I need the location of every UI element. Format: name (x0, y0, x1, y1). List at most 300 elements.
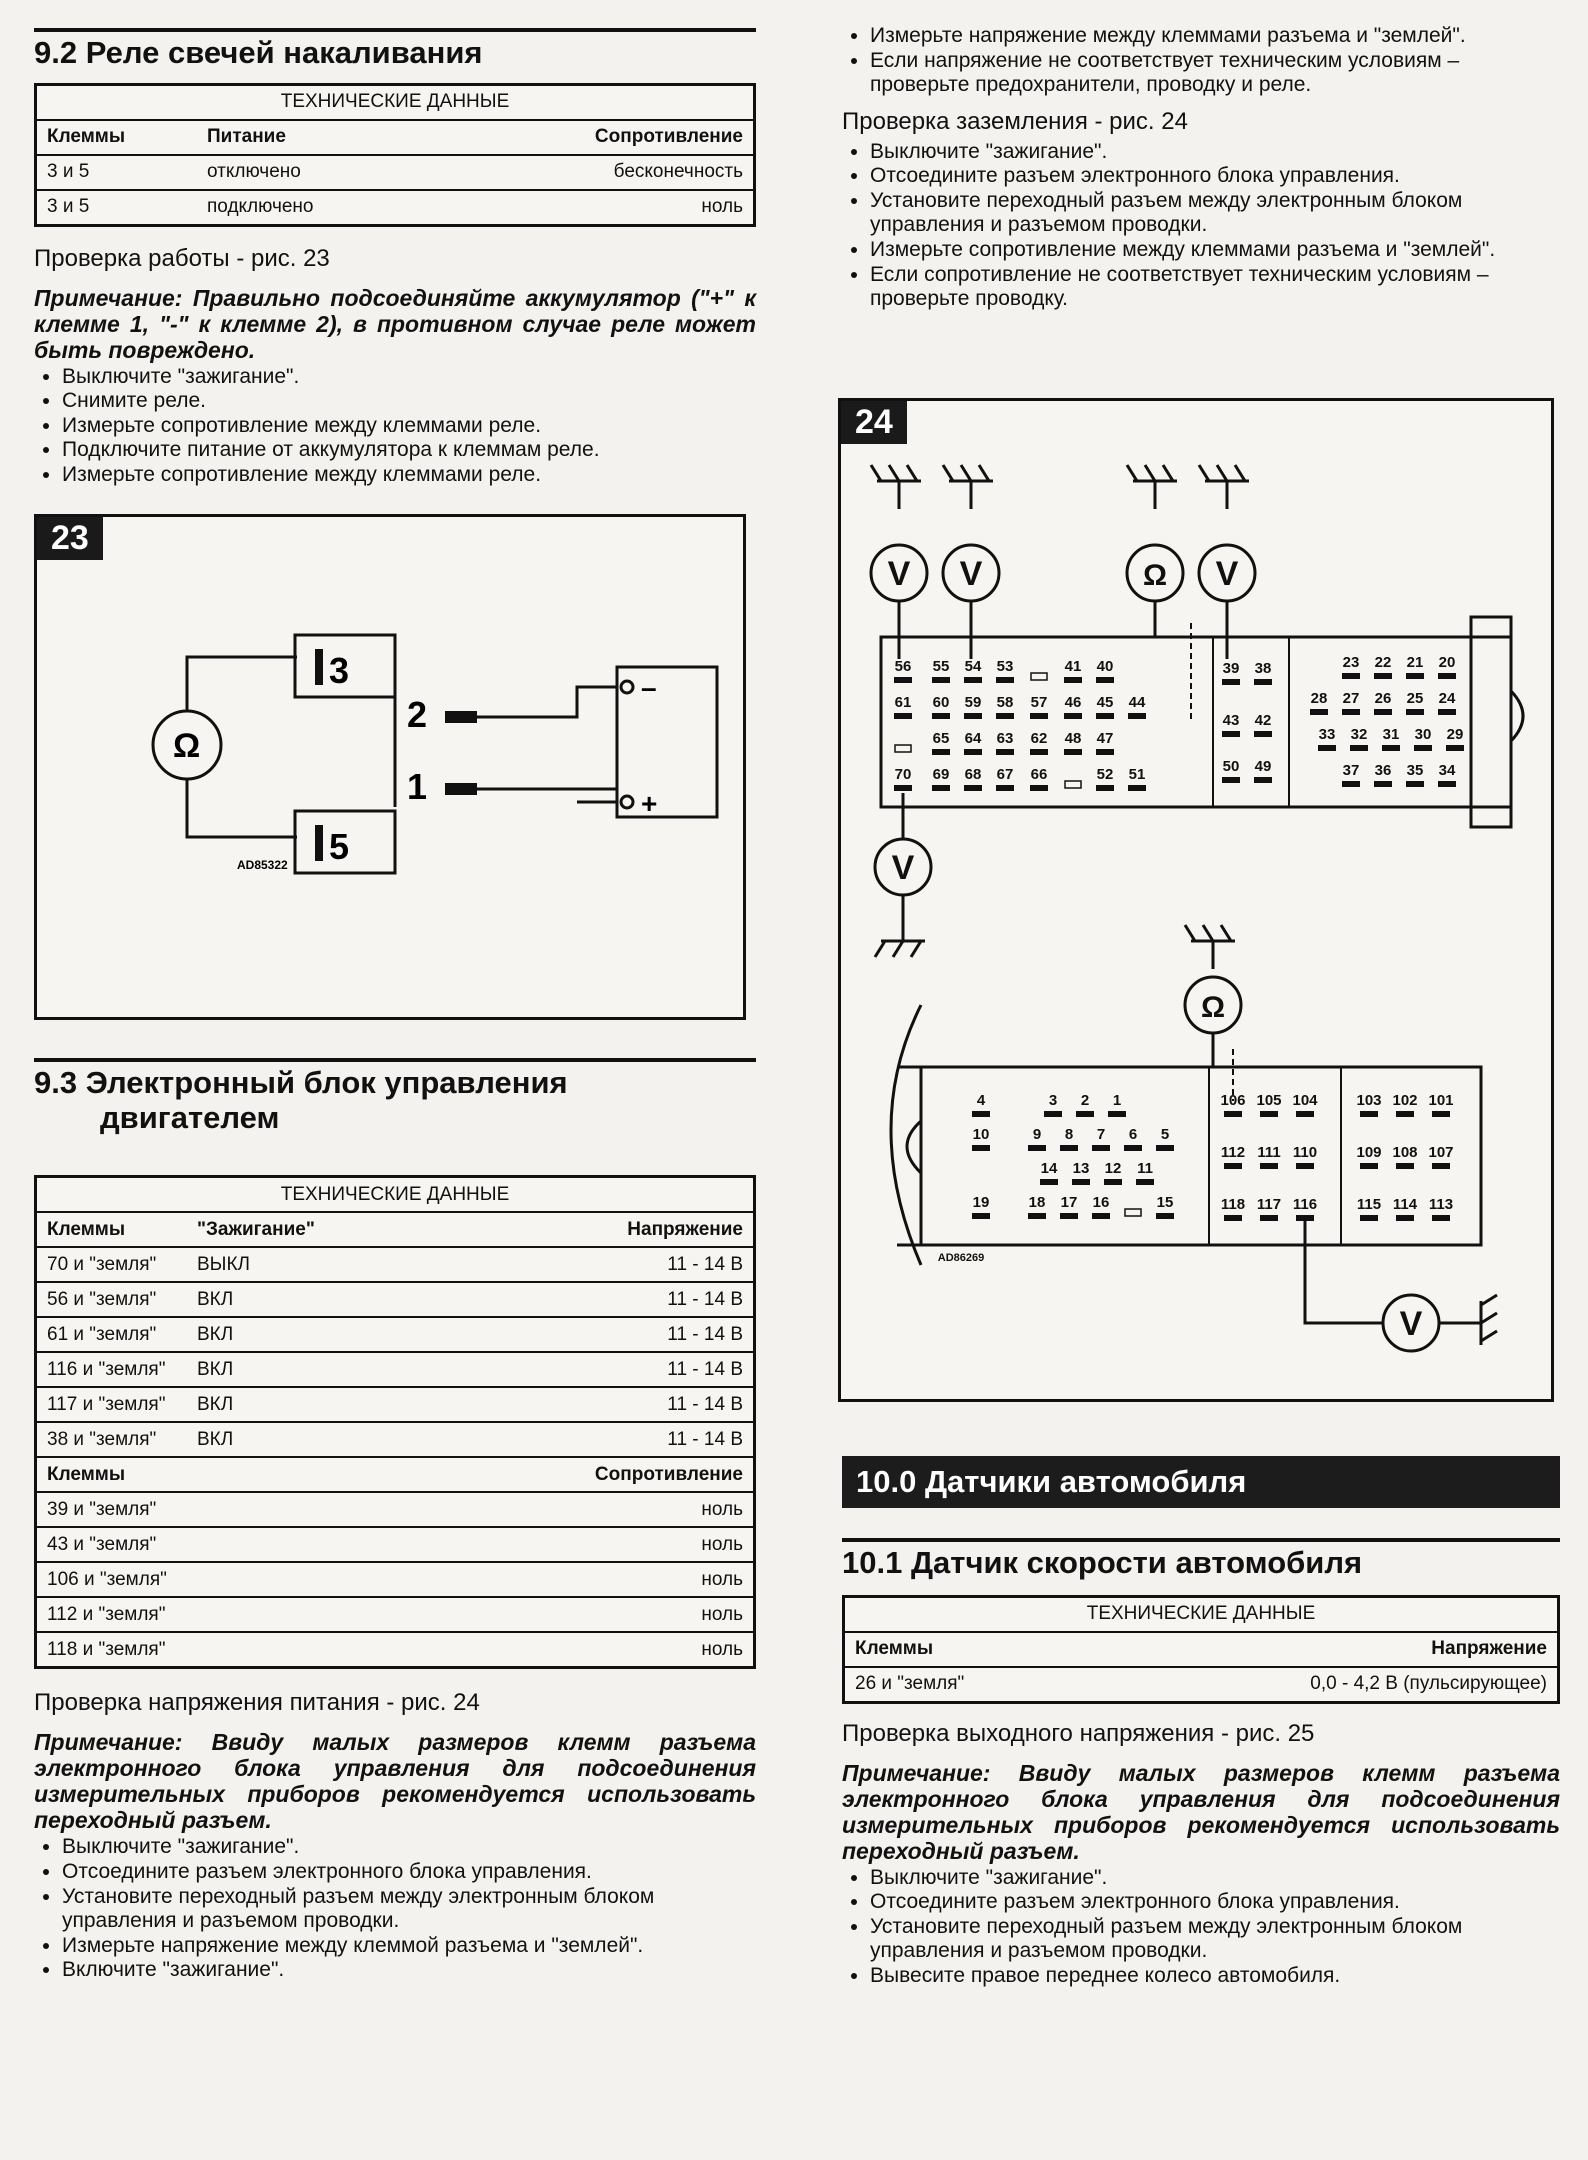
cell: 0,0 - 4,2 В (пульсирующее) (1084, 1667, 1559, 1703)
pin-mark (1406, 709, 1424, 715)
title-line: 9.3 Электронный блок управления (34, 1065, 568, 1100)
pin-mark (972, 1145, 990, 1151)
pin-number: 13 (1072, 1160, 1090, 1177)
plus-label: + (641, 788, 658, 819)
pin-mark (1222, 731, 1240, 737)
pin-mark (1414, 745, 1432, 751)
pin-5-label: 5 (329, 826, 350, 867)
cell: бесконечность (435, 155, 754, 190)
table-row (36, 1422, 755, 1457)
empty-pin (895, 745, 911, 752)
ground-hatch (907, 465, 917, 481)
list-item: • Подключите питание от аккумулятора к клеммам реле. (62, 438, 756, 463)
cell: ВКЛ (187, 1317, 441, 1352)
note: Примечание: Ввиду малых размеров клемм разъема электронного блока управления для подсоединения измерительных приборов рекомендуется использовать переходный разъем. (34, 1729, 756, 1834)
pin-number: 59 (964, 694, 982, 711)
table-row (36, 155, 755, 190)
pin-number: 62 (1030, 730, 1048, 747)
pin-number: 22 (1374, 654, 1392, 671)
pin-number: 54 (964, 658, 982, 675)
pin-mark (1044, 1111, 1062, 1117)
ground-hatch (979, 465, 989, 481)
ground-hatch (1481, 1295, 1497, 1305)
ground-hatch (1481, 1313, 1497, 1323)
pin-number: 48 (1064, 730, 1082, 747)
pin-number: 112 (1220, 1144, 1246, 1161)
pin-number: 113 (1428, 1196, 1454, 1213)
pin-number: 26 (1374, 690, 1392, 707)
pin-number: 23 (1342, 654, 1360, 671)
pin-number: 9 (1032, 1126, 1042, 1143)
pin-mark (1296, 1163, 1314, 1169)
voltmeter-icon-symbol: V (887, 555, 911, 593)
pin-mark (1374, 781, 1392, 787)
ground-hatch (1145, 465, 1155, 481)
pin-number: 68 (964, 766, 982, 783)
col-header: Клеммы (36, 1212, 188, 1247)
pin-mark (1432, 1111, 1450, 1117)
pin-mark (1438, 673, 1456, 679)
pin-number: 45 (1096, 694, 1114, 711)
check-title: Проверка напряжения питания - рис. 24 (34, 1689, 480, 1717)
pin-number: 36 (1374, 762, 1392, 779)
pin-number: 11 (1137, 1160, 1153, 1177)
list-item: • Выключите "зажигание". (870, 140, 1560, 165)
cell: 11 - 14 В (441, 1317, 754, 1352)
steps-list (842, 1866, 1560, 1989)
pin-mark (1064, 749, 1082, 755)
pin-mark (1406, 673, 1424, 679)
pin-number: 37 (1342, 762, 1360, 779)
cell: ноль (441, 1527, 754, 1562)
ground-hatch (1163, 465, 1173, 481)
pin-number: 60 (932, 694, 950, 711)
ground-hatch (1481, 1331, 1497, 1341)
table-row (36, 1247, 755, 1282)
ground-hatch (1203, 925, 1213, 941)
cell: 11 - 14 В (441, 1387, 754, 1422)
list-item: • Отсоедините разъем электронного блока управления. (870, 1890, 1560, 1915)
cell: ноль (441, 1562, 754, 1597)
left-column (34, 0, 756, 487)
pin-mark (1092, 1213, 1110, 1219)
list-item: • Отсоедините разъем электронного блока управления. (870, 164, 1560, 189)
cell: 39 и "земля" (36, 1492, 442, 1527)
pin-mark (1396, 1215, 1414, 1221)
pin-number: 53 (996, 658, 1014, 675)
pin-number: 14 (1040, 1160, 1058, 1177)
pin-number: 39 (1222, 660, 1240, 677)
pin-mark (1030, 749, 1048, 755)
pin-mark (1224, 1163, 1242, 1169)
pin-mark (932, 677, 950, 683)
pin-number: 66 (1030, 766, 1048, 783)
connector-latch (1471, 617, 1511, 827)
section-title-9-2: 9.2 Реле свечей накаливания (34, 35, 483, 70)
pin-mark (1028, 1213, 1046, 1219)
ecu-connector-diagram (841, 401, 1551, 1399)
pin-mark (1318, 745, 1336, 751)
pin-mark (894, 713, 912, 719)
list-item: • Выключите "зажигание". (62, 365, 756, 390)
table-row (36, 1632, 755, 1668)
table-caption: ТЕХНИЧЕСКИЕ ДАННЫЕ (1086, 1603, 1316, 1625)
pin-mark (1108, 1111, 1126, 1117)
pin-1-label: 1 (407, 766, 428, 807)
pin-mark (1260, 1163, 1278, 1169)
pin-number: 63 (996, 730, 1014, 747)
pin-mark (1254, 777, 1272, 783)
cell: 11 - 14 В (441, 1352, 754, 1387)
section-rule (842, 1538, 1560, 1542)
ground-hatch (943, 465, 953, 481)
ohmmeter-icon-symbol: Ω (1142, 559, 1168, 592)
col-header: Сопротивление (441, 1457, 754, 1492)
pin-mark (1030, 785, 1048, 791)
section-banner: 10.0 Датчики автомобиля (842, 1456, 1560, 1508)
pin-mark (1076, 1111, 1094, 1117)
table-row (36, 1527, 755, 1562)
pin-number: 31 (1382, 726, 1400, 743)
table-row (36, 1387, 755, 1422)
pin-mark (1064, 713, 1082, 719)
pin-number: 52 (1096, 766, 1114, 783)
pin-2-label: 2 (407, 694, 428, 735)
figure-number: 23 (37, 517, 103, 560)
pin-mark (1104, 1179, 1122, 1185)
cell: 38 и "земля" (36, 1422, 188, 1457)
col-header: Напряжение (441, 1212, 754, 1247)
ground-hatch (1185, 925, 1195, 941)
cell: подключено (197, 190, 435, 226)
list-item: • Измерьте сопротивление между клеммами реле. (62, 414, 756, 439)
cell: 43 и "земля" (36, 1527, 442, 1562)
pin-mark (1342, 709, 1360, 715)
cell: 61 и "земля" (36, 1317, 188, 1352)
pin-mark (1342, 673, 1360, 679)
pin-mark (1360, 1111, 1378, 1117)
pin-mark (1254, 731, 1272, 737)
cell: ноль (441, 1597, 754, 1632)
voltmeter-icon-symbol: V (959, 555, 983, 593)
pin-number: 24 (1438, 690, 1456, 707)
ground-hatch (893, 941, 903, 957)
table-row (844, 1667, 1559, 1703)
pin-mark (1222, 679, 1240, 685)
cell: 118 и "земля" (36, 1632, 442, 1668)
pin-mark (1342, 781, 1360, 787)
pin-mark (964, 713, 982, 719)
pin-number: 10 (972, 1126, 990, 1143)
table-caption: ТЕХНИЧЕСКИЕ ДАННЫЕ (280, 91, 510, 113)
pin-number: 4 (976, 1092, 986, 1109)
pin-number: 43 (1222, 712, 1240, 729)
list-item: • Снимите реле. (62, 389, 756, 414)
pin-number: 58 (996, 694, 1014, 711)
section-9-3 (34, 1058, 756, 1983)
pin-number: 21 (1406, 654, 1424, 671)
ground-hatch (1217, 465, 1227, 481)
pin-number: 115 (1356, 1196, 1382, 1213)
table-row (36, 1492, 755, 1527)
pin-number: 57 (1030, 694, 1048, 711)
pin-mark (1072, 1179, 1090, 1185)
pin-mark (1096, 713, 1114, 719)
ground-hatch (911, 941, 921, 957)
connector-clip (1511, 691, 1523, 741)
cell: ВКЛ (187, 1422, 441, 1457)
pin-number: 27 (1342, 690, 1360, 707)
col-header: "Зажигание" (187, 1212, 441, 1247)
pin-mark (996, 749, 1014, 755)
pin-mark (932, 785, 950, 791)
pin-number: 51 (1128, 766, 1146, 783)
ground-hatch (961, 465, 971, 481)
pin-mark (1128, 713, 1146, 719)
pin-number: 44 (1128, 694, 1146, 711)
cell: 106 и "земля" (36, 1562, 442, 1597)
cell: ноль (435, 190, 754, 226)
pin-mark (894, 785, 912, 791)
list-item: • Измерьте напряжение между клеммой разъема и "землей". (62, 1934, 756, 1959)
figure-code: AD86269 (937, 1252, 985, 1264)
ground-check-title: Проверка заземления - рис. 24 (842, 107, 1188, 135)
pin-number: 110 (1292, 1144, 1318, 1161)
pin-number: 111 (1257, 1144, 1281, 1161)
connector-housing (891, 1005, 921, 1265)
col-header: Клеммы (844, 1632, 1084, 1667)
col-header: Клеммы (36, 120, 198, 155)
section-10 (842, 1456, 1560, 1988)
pin-number: 104 (1292, 1092, 1318, 1109)
pin-mark (1432, 1163, 1450, 1169)
pin-mark (996, 677, 1014, 683)
note: Примечание: Ввиду малых размеров клемм разъема электронного блока управления для подсоединения измерительных приборов рекомендуется использовать переходный разъем. (842, 1759, 1560, 1864)
pin-number: 28 (1310, 690, 1328, 707)
cell: ноль (441, 1632, 754, 1668)
right-column-top (842, 24, 1560, 312)
pin-mark (932, 749, 950, 755)
pin-mark (1296, 1111, 1314, 1117)
cell: 11 - 14 В (441, 1282, 754, 1317)
list-item: • Установите переходный разъем между электронным блоком управления и разъемом проводки. (870, 189, 1560, 238)
list-item: • Установите переходный разъем между электронным блоком управления и разъемом проводки. (62, 1885, 756, 1934)
pin-mark (1310, 709, 1328, 715)
pin-number: 8 (1064, 1126, 1074, 1143)
pin-number: 116 (1292, 1196, 1318, 1213)
empty-pin (1065, 781, 1081, 788)
voltmeter-icon-symbol: V (1215, 555, 1239, 593)
pin-number: 101 (1428, 1092, 1454, 1109)
cell: 3 и 5 (36, 190, 198, 226)
steps-list (842, 24, 1560, 98)
pin-mark (1064, 677, 1082, 683)
pin-number: 47 (1096, 730, 1114, 747)
pin-number: 32 (1350, 726, 1368, 743)
cell: отключено (197, 155, 435, 190)
pin-number: 64 (964, 730, 982, 747)
pin-number: 108 (1392, 1144, 1418, 1161)
pin-mark (1382, 745, 1400, 751)
pin-number: 6 (1128, 1126, 1138, 1143)
pin-number: 33 (1318, 726, 1336, 743)
pin-mark (1224, 1111, 1242, 1117)
pin-number: 55 (932, 658, 950, 675)
pin-number: 61 (894, 694, 912, 711)
pin-number: 67 (996, 766, 1014, 783)
empty-pin (1125, 1209, 1141, 1216)
steps-list (34, 1835, 756, 1982)
ground-hatch (1221, 925, 1231, 941)
pin-number: 25 (1406, 690, 1424, 707)
cell: 112 и "земля" (36, 1597, 442, 1632)
pin-number: 7 (1096, 1126, 1106, 1143)
pin-mark (1374, 673, 1392, 679)
figure-number: 24 (841, 401, 907, 444)
pin-mark (1096, 785, 1114, 791)
figure-24 (838, 398, 1554, 1402)
pin-mark (1136, 1179, 1154, 1185)
cell: 11 - 14 В (441, 1422, 754, 1457)
pin-mark (1060, 1145, 1078, 1151)
empty-pin (1031, 673, 1047, 680)
minus-label: – (641, 672, 657, 703)
pin-mark (972, 1213, 990, 1219)
pin-number: 102 (1392, 1092, 1418, 1109)
pin-number: 42 (1254, 712, 1272, 729)
pin-number: 5 (1160, 1126, 1170, 1143)
check-title: Проверка работы - рис. 23 (34, 244, 330, 272)
title-line: двигателем (100, 1099, 280, 1135)
pin-mark (964, 785, 982, 791)
section-rule (34, 28, 756, 32)
col-header: Напряжение (1084, 1632, 1559, 1667)
pin-mark (1438, 781, 1456, 787)
list-item: • Выключите "зажигание". (870, 1866, 1560, 1891)
pin-mark (1156, 1145, 1174, 1151)
ground-hatch (1127, 465, 1137, 481)
pin-mark (1260, 1215, 1278, 1221)
cell: 117 и "земля" (36, 1387, 188, 1422)
pin-number: 56 (894, 658, 912, 675)
cell: ВКЛ (187, 1352, 441, 1387)
list-item: • Включите "зажигание". (62, 1958, 756, 1983)
ground-steps-list (842, 140, 1560, 312)
pin-number: 46 (1064, 694, 1082, 711)
pin-number: 70 (894, 766, 912, 783)
pin-mark (894, 677, 912, 683)
pin-mark (1124, 1145, 1142, 1151)
pin-number: 65 (932, 730, 950, 747)
section-title-10-1: 10.1 Датчик скорости автомобиля (842, 1545, 1363, 1580)
pin-mark (932, 713, 950, 719)
pin-mark (1350, 745, 1368, 751)
cell: 116 и "земля" (36, 1352, 188, 1387)
check-title: Проверка выходного напряжения - рис. 25 (842, 1719, 1315, 1747)
pin-mark (1128, 785, 1146, 791)
pin-number: 19 (972, 1194, 990, 1211)
table-row (36, 1562, 755, 1597)
pin-number: 16 (1092, 1194, 1110, 1211)
pin-mark (1222, 777, 1240, 783)
pin-mark (1040, 1179, 1058, 1185)
ground-hatch (889, 465, 899, 481)
pin-mark (1360, 1215, 1378, 1221)
pin-number: 35 (1406, 762, 1424, 779)
pin-number: 105 (1256, 1092, 1282, 1109)
figure-code: AD85322 (237, 858, 288, 872)
pin-number: 20 (1438, 654, 1456, 671)
pin-number: 38 (1254, 660, 1272, 677)
ground-hatch (875, 941, 885, 957)
pin-mark (1092, 1145, 1110, 1151)
spec-table-ecu (34, 1175, 756, 1669)
cell: 56 и "земля" (36, 1282, 188, 1317)
pin-number: 40 (1096, 658, 1114, 675)
spec-table-glow-relay (34, 83, 756, 227)
pin-mark (964, 749, 982, 755)
pin-number: 103 (1356, 1092, 1382, 1109)
pin-mark (1224, 1215, 1242, 1221)
ohmmeter-icon-symbol: Ω (1200, 991, 1226, 1024)
pin-number: 3 (1048, 1092, 1058, 1109)
table-row (36, 1352, 755, 1387)
pin-mark (996, 713, 1014, 719)
spec-table-speed-sensor (842, 1595, 1560, 1704)
pin-mark (1260, 1111, 1278, 1117)
list-item: • Выключите "зажигание". (62, 1835, 756, 1860)
pin-mark (1438, 709, 1456, 715)
pin-mark (1060, 1213, 1078, 1219)
pin-number: 1 (1112, 1092, 1122, 1109)
pin-number: 2 (1080, 1092, 1090, 1109)
note: Примечание: Правильно подсоединяйте аккумулятор ("+" к клемме 1, "-" к клемме 2), в противном случае реле может быть повреждено. (34, 284, 756, 363)
pin-number: 69 (932, 766, 950, 783)
list-item: • Если сопротивление не соответствует техническим условиям – проверьте проводку. (870, 263, 1560, 312)
pin-mark (1432, 1215, 1450, 1221)
table-row (36, 1317, 755, 1352)
pin-number: 109 (1356, 1144, 1382, 1161)
col-header: Клеммы (36, 1457, 442, 1492)
section-title-9-3 (34, 1066, 756, 1135)
table-caption: ТЕХНИЧЕСКИЕ ДАННЫЕ (280, 1183, 510, 1205)
pin-mark (972, 1111, 990, 1117)
pin-mark (1096, 749, 1114, 755)
cell: ВЫКЛ (187, 1247, 441, 1282)
pin-mark (1406, 781, 1424, 787)
cell: 11 - 14 В (441, 1247, 754, 1282)
col-header: Питание (197, 120, 435, 155)
pin-mark (1396, 1111, 1414, 1117)
table-row (36, 1282, 755, 1317)
pin-number: 118 (1220, 1196, 1246, 1213)
probe-wire (1305, 1219, 1383, 1323)
pin-number: 18 (1028, 1194, 1046, 1211)
pin-mark (1446, 745, 1464, 751)
cell: 70 и "земля" (36, 1247, 188, 1282)
pin-number: 50 (1222, 758, 1240, 775)
pin-mark (1028, 1145, 1046, 1151)
figure-23 (34, 514, 746, 1020)
pin-number: 49 (1254, 758, 1272, 775)
ground-hatch (1235, 465, 1245, 481)
pin-mark (1030, 713, 1048, 719)
pin-mark (964, 677, 982, 683)
cell: ноль (441, 1492, 754, 1527)
ground-hatch (1199, 465, 1209, 481)
pin-mark (1156, 1213, 1174, 1219)
steps-list (34, 365, 756, 488)
